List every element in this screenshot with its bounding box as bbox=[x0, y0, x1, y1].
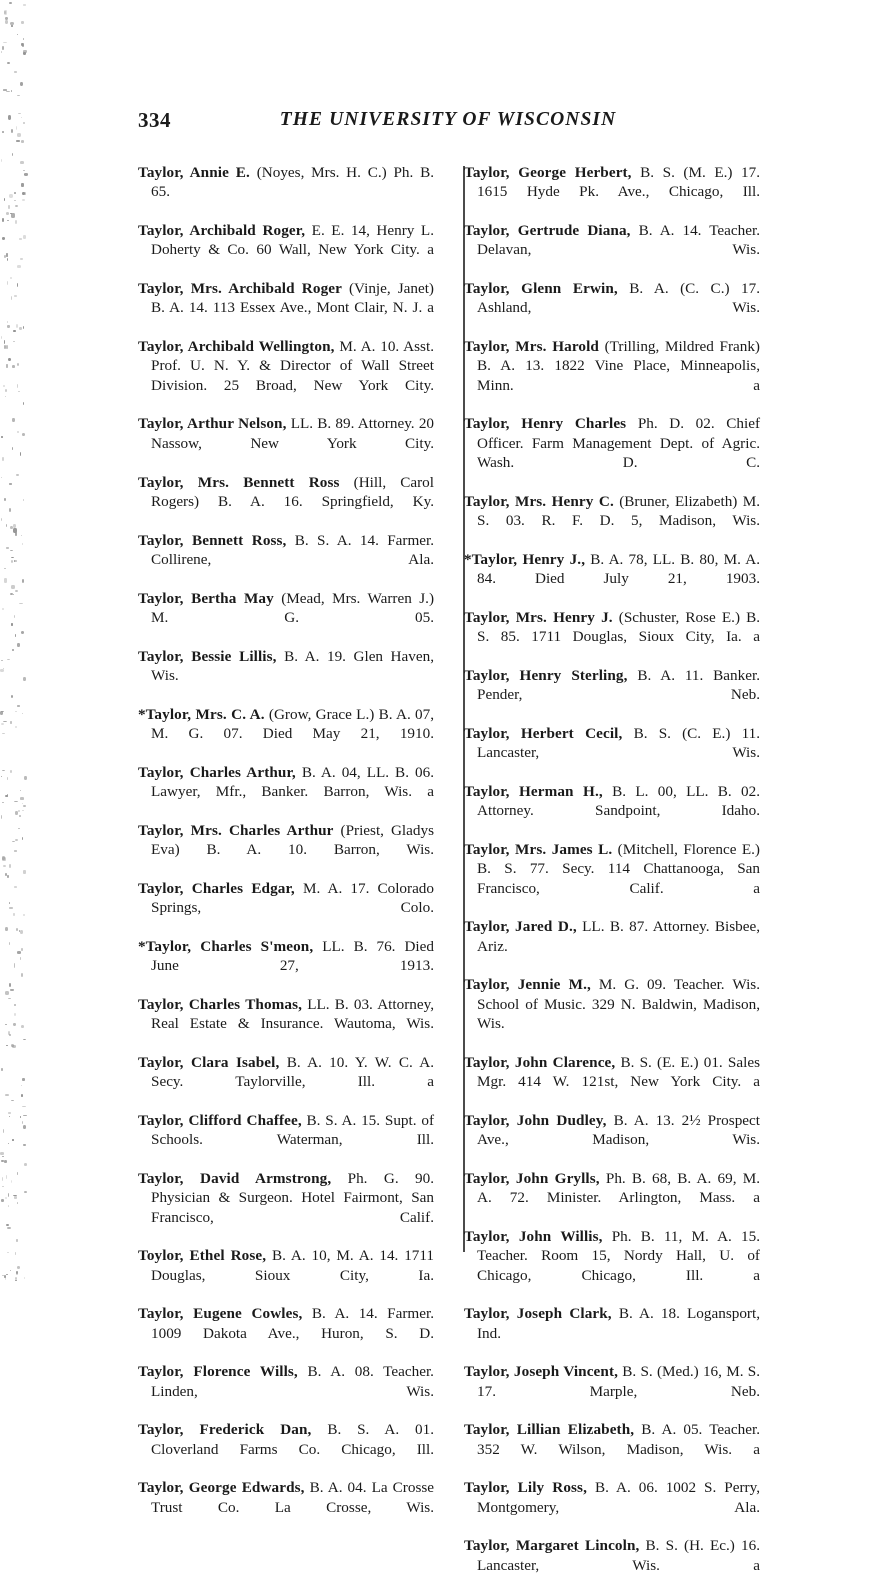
directory-entry bbox=[464, 975, 760, 1052]
entry-detail: B. A. 14. Teacher. Delavan, Wis. bbox=[477, 222, 760, 259]
directory-entry bbox=[464, 163, 760, 221]
directory-entry bbox=[464, 1362, 760, 1420]
directory-entry bbox=[464, 1304, 760, 1362]
entry-detail: B. A. 14. Farmer. 1009 Dakota Ave., Huron, S. D. bbox=[151, 1305, 434, 1342]
entry-name: Taylor, Lily Ross, bbox=[464, 1479, 587, 1497]
entry-name: Taylor, Gertrude Diana, bbox=[464, 222, 631, 240]
page-number: 334 bbox=[138, 108, 171, 132]
entry-name: Taylor, Mrs. Charles Arthur bbox=[138, 821, 334, 839]
entry-name: Taylor, Jared D., bbox=[464, 918, 577, 936]
entry-detail: (Mitchell, Florence E.) B. S. 77. Secy. 114 Chattanooga, San Francisco, Calif. a bbox=[477, 841, 760, 897]
entry-name: Taylor, John Willis, bbox=[464, 1227, 603, 1245]
deceased-asterisk: * bbox=[138, 705, 146, 723]
entry-name: Taylor, Mrs. James L. bbox=[464, 841, 613, 859]
entry-detail: B. S. A. 14. Farmer. Collirene, Ala. bbox=[151, 531, 435, 568]
entry-name: Taylor, John Clarence, bbox=[464, 1053, 616, 1071]
entry-name: Taylor, Mrs. Archibald Roger bbox=[138, 280, 342, 298]
directory-entry bbox=[464, 724, 760, 782]
directory-entry bbox=[464, 840, 760, 917]
directory-entry bbox=[464, 1478, 760, 1536]
entry-name: Taylor, Joseph Vincent, bbox=[464, 1363, 618, 1381]
directory-entry bbox=[138, 995, 434, 1053]
entry-name: Taylor, Herbert Cecil, bbox=[464, 724, 623, 742]
directory-entry bbox=[138, 1053, 434, 1111]
directory-entry bbox=[464, 279, 760, 337]
entry-detail: B. S. (M. E.) 17. 1615 Hyde Pk. Ave., Chicago, Ill. bbox=[477, 164, 761, 201]
entry-name: Taylor, Arthur Nelson, bbox=[138, 415, 287, 433]
deceased-asterisk: * bbox=[138, 937, 146, 955]
entry-detail: B. A. 11. Banker. Pender, Neb. bbox=[477, 666, 760, 704]
entry-detail: B. A. 78, LL. B. 80, M. A. 84. Died July 21, 1903. bbox=[477, 550, 760, 588]
entry-detail: B. S. (Med.) 16, M. S. 17. Marple, Neb. bbox=[477, 1363, 760, 1400]
directory-entry bbox=[464, 1169, 760, 1227]
directory-entry bbox=[464, 337, 760, 414]
directory-entry bbox=[464, 1111, 760, 1169]
entry-detail: B. A. 18. Logansport, Ind. bbox=[477, 1305, 761, 1342]
directory-entry bbox=[138, 705, 434, 763]
entry-name: Taylor, John Grylls, bbox=[464, 1169, 600, 1187]
running-title: THE UNIVERSITY OF WISCONSIN bbox=[279, 109, 617, 130]
entry-name: Taylor, Charles Thomas, bbox=[138, 995, 303, 1013]
entry-detail: B. A. 05. Teacher. 352 W. Wilson, Madison, Wis. a bbox=[477, 1421, 760, 1458]
entry-detail: M. A. 17. Colorado Springs, Colo. bbox=[151, 879, 434, 917]
entry-detail: M. G. 09. Teacher. Wis. School of Music. 329 N. Baldwin, Madison, Wis. bbox=[477, 976, 761, 1033]
entry-name: Taylor, Glenn Erwin, bbox=[464, 280, 618, 298]
directory-entry bbox=[138, 1246, 434, 1304]
entry-name: Taylor, Henry Charles bbox=[464, 415, 627, 433]
entry-detail: B. S. (C. E.) 11. Lancaster, Wis. bbox=[477, 724, 760, 762]
entry-detail: B. S. A. 15. Supt. of Schools. Waterman, Ill. bbox=[151, 1111, 434, 1149]
entry-detail: B. S. A. 01. Cloverland Farms Co. Chicago, Ill. bbox=[151, 1421, 434, 1458]
entry-name: Taylor, Henry Sterling, bbox=[464, 666, 628, 684]
directory-entry bbox=[138, 221, 434, 279]
entry-name: Taylor, George Edwards, bbox=[138, 1479, 305, 1497]
column-left bbox=[138, 163, 434, 1536]
entry-detail: M. A. 10. Asst. Prof. U. N. Y. & Director of Wall Street Division. 25 Broad, New York City. bbox=[151, 338, 434, 394]
entry-detail: (Priest, Gladys Eva) B. A. 10. Barron, Wis. bbox=[151, 821, 434, 859]
directory-entry bbox=[464, 221, 760, 279]
entry-name: Taylor, Henry J., bbox=[471, 550, 586, 568]
directory-entry bbox=[464, 1053, 760, 1111]
entry-detail: Ph. G. 90. Physician & Surgeon. Hotel Fairmont, San Francisco, Calif. bbox=[151, 1169, 434, 1226]
entry-name: Taylor, Clifford Chaffee, bbox=[138, 1111, 302, 1129]
running-head bbox=[138, 108, 758, 136]
entry-name: Taylor, Mrs. Henry C. bbox=[464, 492, 614, 510]
entry-name: Taylor, Charles Arthur, bbox=[138, 763, 296, 781]
directory-entry bbox=[138, 1169, 434, 1246]
entry-name: Taylor, Margaret Lincoln, bbox=[464, 1537, 640, 1555]
directory-entry bbox=[464, 608, 760, 666]
entry-detail: (Hill, Carol Rogers) B. A. 16. Springfield, Ky. bbox=[151, 473, 434, 510]
entry-name: Taylor, Charles Edgar, bbox=[138, 879, 295, 897]
directory-entry bbox=[138, 1111, 434, 1169]
entry-detail: (Schuster, Rose E.) B. S. 85. 1711 Douglas, Sioux City, Ia. a bbox=[477, 608, 761, 646]
entry-name: Taylor, Clara Isabel, bbox=[138, 1053, 280, 1071]
entry-name: Taylor, Frederick Dan, bbox=[138, 1421, 312, 1439]
directory-entry bbox=[138, 1304, 434, 1362]
entry-name: Taylor, Annie E. bbox=[138, 164, 250, 181]
directory-entry bbox=[138, 473, 434, 531]
entry-detail: B. A. 19. Glen Haven, Wis. bbox=[151, 647, 434, 684]
directory-entry bbox=[138, 763, 434, 821]
entry-name: Taylor, Bertha May bbox=[138, 589, 274, 607]
entry-detail: B. L. 00, LL. B. 02. Attorney. Sandpoint, Idaho. bbox=[477, 783, 761, 820]
directory-entry bbox=[138, 647, 434, 705]
entry-detail: B. A. 10. Y. W. C. A. Secy. Taylorville, Ill. a bbox=[151, 1053, 435, 1091]
entry-name: Taylor, Joseph Clark, bbox=[464, 1305, 612, 1323]
deceased-asterisk: * bbox=[464, 550, 472, 568]
entry-detail: Ph. D. 02. Chief Officer. Farm Management Dept. of Agric. Wash. D. C. bbox=[477, 415, 761, 472]
entry-detail: LL. B. 87. Attorney. Bisbee, Ariz. bbox=[477, 918, 761, 955]
entry-name: Taylor, Mrs. C. A. bbox=[145, 705, 265, 723]
entry-detail: B. A. (C. C.) 17. Ashland, Wis. bbox=[477, 280, 761, 317]
entry-detail: (Trilling, Mildred Frank) B. A. 13. 1822 Vine Place, Minneapolis, Minn. a bbox=[477, 338, 760, 394]
entry-detail: B. A. 13. 2½ Prospect Ave., Madison, Wis. bbox=[477, 1111, 760, 1149]
directory-entry bbox=[464, 550, 760, 608]
directory-entry bbox=[138, 279, 434, 337]
entry-name: Taylor, Bessie Lillis, bbox=[138, 647, 277, 665]
directory-entry bbox=[464, 1227, 760, 1304]
directory-entry bbox=[138, 1362, 434, 1420]
entry-detail: B. S. (H. Ec.) 16. Lancaster, Wis. a bbox=[477, 1537, 760, 1574]
directory-entry bbox=[138, 589, 434, 647]
entry-name: Taylor, Charles S'meon, bbox=[145, 937, 314, 955]
entry-detail: B. A. 10, M. A. 14. 1711 Douglas, Sioux City, Ia. bbox=[151, 1247, 435, 1284]
entry-detail: Ph. B. 68, B. A. 69, M. A. 72. Minister. Arlington, Mass. a bbox=[477, 1169, 761, 1207]
directory-entry bbox=[138, 821, 434, 879]
entry-detail: B. S. (E. E.) 01. Sales Mgr. 414 W. 121st, New York City. a bbox=[477, 1053, 760, 1091]
entry-name: Taylor, George Herbert, bbox=[464, 164, 632, 181]
entry-name: Taylor, Mrs. Henry J. bbox=[464, 608, 613, 626]
directory-entry bbox=[138, 1478, 434, 1536]
entry-name: Taylor, Archibald Roger, bbox=[138, 222, 306, 240]
entry-name: Taylor, Bennett Ross, bbox=[138, 531, 287, 549]
directory-entry bbox=[138, 414, 434, 472]
directory-entry bbox=[464, 1420, 760, 1478]
entry-detail: (Bruner, Elizabeth) M. S. 03. R. F. D. 5, Madison, Wis. bbox=[477, 492, 760, 530]
entry-detail: (Mead, Mrs. Warren J.) M. G. 05. bbox=[151, 589, 435, 626]
entry-detail: (Noyes, Mrs. H. C.) Ph. B. 65. bbox=[151, 164, 434, 201]
entry-detail: B. A. 06. 1002 S. Perry, Montgomery, Ala. bbox=[477, 1479, 760, 1516]
entry-name: Toylor, Ethel Rose, bbox=[138, 1247, 267, 1265]
entry-detail: (Grow, Grace L.) B. A. 07, M. G. 07. Died May 21, 1910. bbox=[151, 705, 435, 742]
entry-detail: B. A. 08. Teacher. Linden, Wis. bbox=[151, 1363, 434, 1400]
scan-edge-artifacts bbox=[0, 0, 26, 1290]
entry-detail: LL. B. 03. Attorney, Real Estate & Insurance. Wautoma, Wis. bbox=[151, 995, 434, 1033]
entry-name: Taylor, Mrs. Harold bbox=[464, 338, 599, 356]
entry-detail: E. E. 14, Henry L. Doherty & Co. 60 Wall, New York City. a bbox=[151, 222, 435, 259]
directory-entry bbox=[464, 917, 760, 975]
entry-detail: LL. B. 89. Attorney. 20 Nassow, New York City. bbox=[151, 415, 435, 452]
entry-name: Taylor, Lillian Elizabeth, bbox=[464, 1421, 635, 1439]
directory-entry bbox=[138, 937, 434, 995]
directory-entry bbox=[138, 163, 434, 221]
entry-detail: B. A. 04, LL. B. 06. Lawyer, Mfr., Banker. Barron, Wis. a bbox=[151, 763, 434, 800]
directory-entry bbox=[464, 414, 760, 491]
directory-entry bbox=[464, 1536, 760, 1594]
directory-entry bbox=[138, 879, 434, 937]
column-right bbox=[464, 163, 760, 1594]
entry-detail: Ph. B. 11, M. A. 15. Teacher. Room 15, Nordy Hall, U. of Chicago, Chicago, Ill. a bbox=[477, 1227, 761, 1284]
entry-name: Taylor, David Armstrong, bbox=[138, 1169, 332, 1187]
directory-entry bbox=[464, 666, 760, 724]
directory-entry bbox=[138, 531, 434, 589]
entry-name: Taylor, John Dudley, bbox=[464, 1111, 607, 1129]
entry-detail: (Vinje, Janet) B. A. 14. 113 Essex Ave., Mont Clair, N. J. a bbox=[151, 280, 434, 317]
directory-entry bbox=[464, 492, 760, 550]
entry-detail: LL. B. 76. Died June 27, 1913. bbox=[151, 937, 434, 975]
entry-name: Taylor, Florence Wills, bbox=[138, 1363, 298, 1381]
entry-name: Taylor, Eugene Cowles, bbox=[138, 1305, 303, 1323]
entry-detail: B. A. 04. La Crosse Trust Co. La Crosse, Wis. bbox=[151, 1479, 435, 1516]
entry-name: Taylor, Archibald Wellington, bbox=[138, 338, 335, 356]
directory-entry bbox=[138, 337, 434, 414]
entry-name: Taylor, Mrs. Bennett Ross bbox=[138, 473, 340, 491]
entry-name: Taylor, Jennie M., bbox=[464, 976, 591, 994]
directory-entry bbox=[138, 1420, 434, 1478]
entry-name: Taylor, Herman H., bbox=[464, 783, 603, 800]
directory-entry bbox=[464, 782, 760, 840]
